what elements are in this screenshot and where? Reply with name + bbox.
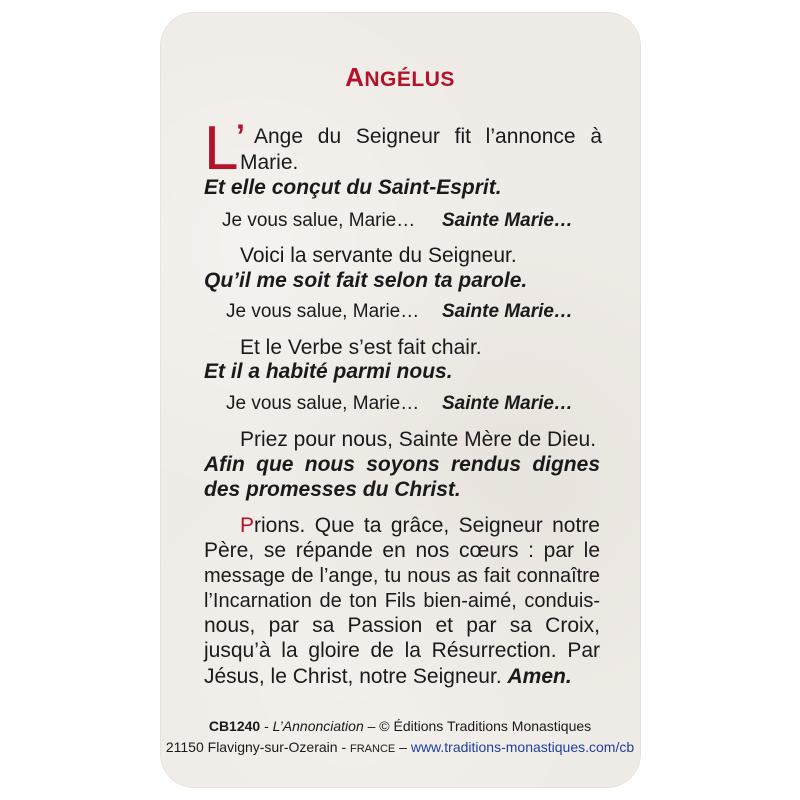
ave-response-1: Sainte Marie… [442,210,573,231]
verse1-response: Et elle conçut du Saint-Esprit. [204,176,502,199]
title-rest: NGÉLUS [364,68,455,91]
footer-line-1 [0,716,800,736]
ave-response-3: Sainte Marie… [442,393,573,414]
prayer-line-5: nous, par sa Passion et par sa Croix, [204,614,600,637]
verse2-line: Voici la servante du Seigneur. [240,244,517,267]
prayer-line-2: Père, se répande en nos cœurs : par le [204,539,600,562]
verse3-line: Et le Verbe s’est fait chair. [240,336,482,359]
footer-work: L’Annonciation [272,718,364,734]
card-title [0,62,800,93]
dropcap-letter: L [204,114,239,183]
prayer-line-1 [240,513,600,539]
verse4-response1: Afin que nous soyons rendus dignes [204,453,600,476]
verse4-line: Priez pour nous, Sainte Mère de Dieu. [240,428,597,451]
ave-greeting-3: Je vous salue, Marie… [226,393,420,414]
verse3-response: Et il a habité parmi nous. [204,360,453,383]
footer-publisher: – © Éditions Traditions Monastiques [363,718,592,734]
dropcap-apostrophe: ’ [236,118,245,154]
verse2-response: Qu’il me soit fait selon ta parole. [204,269,528,292]
footer-sep: - [260,718,273,734]
footer-country: FRANCE [350,743,396,755]
ave-greeting-2: Je vous salue, Marie… [226,301,420,322]
verse1-line1: Ange du Seigneur fit l’annonce à [254,125,602,148]
footer-url-link[interactable]: www.traditions-monastiques.com/cb [410,739,635,755]
prayer-initial: P [240,514,255,537]
ave-response-2: Sainte Marie… [442,301,573,322]
footer-dash: – [395,739,411,755]
prayer-amen: Amen. [507,665,572,688]
prayer-line-4: l’Incarnation de ton Fils bien-aimé, conduis- [204,590,600,612]
title-initial: A [345,62,365,92]
footer-address: 21150 Flavigny-sur-Ozerain - [165,739,351,755]
prayer-line-7 [204,664,572,690]
footer-line-2 [0,737,800,759]
prayer-line-7-text: Jésus, le Christ, notre Seigneur. [204,665,502,688]
prayer-line-1-text: rions. Que ta grâce, Seigneur notre [254,514,600,537]
verse1-line2: Marie. [240,151,299,174]
footer-code: CB1240 [208,718,261,734]
prayer-line-3: message de l’ange, tu nous as fait connaître [204,565,600,587]
verse4-response2: des promesses du Christ. [204,478,461,501]
ave-greeting-1: Je vous salue, Marie… [222,210,416,231]
prayer-line-6: jusqu’à la gloire de la Résurrection. Par [204,639,600,662]
